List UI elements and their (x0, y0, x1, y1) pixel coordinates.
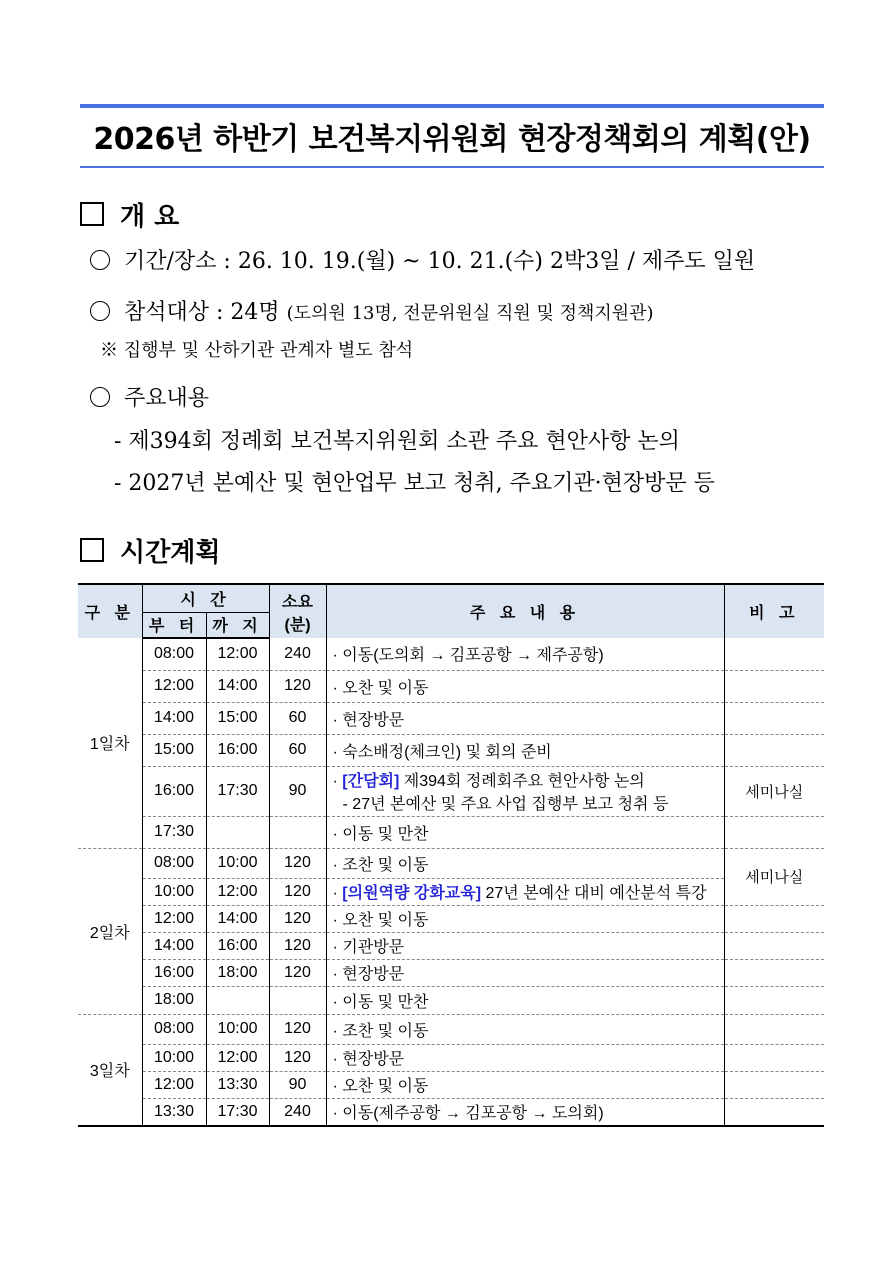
circle-bullet-icon (90, 301, 110, 321)
remarks (724, 670, 824, 702)
remarks (724, 1071, 824, 1098)
duration: 120 (269, 878, 326, 905)
content: · 현장방문 (326, 702, 724, 734)
duration: 60 (269, 702, 326, 734)
duration: 120 (269, 905, 326, 932)
time-to: 13:30 (206, 1071, 269, 1098)
time-from: 08:00 (142, 848, 206, 878)
table-row (78, 878, 824, 905)
remarks (724, 816, 824, 848)
remarks (724, 734, 824, 766)
remarks (724, 1044, 824, 1071)
content: · 조찬 및 이동 (326, 848, 724, 878)
content-text: 제394회 정례회주요 현안사항 논의 (399, 773, 645, 790)
header-remarks: 비 고 (724, 584, 824, 638)
table-row (78, 1014, 824, 1044)
meeting-highlight: [간담회] (342, 773, 400, 790)
time-to: 15:00 (206, 702, 269, 734)
content: · [간담회] 제394회 정례회주요 현안사항 논의 - 27년 본예산 및 주요 사업 집행부 보고 청취 등 (326, 766, 724, 816)
time-to (206, 816, 269, 848)
duration: 120 (269, 670, 326, 702)
time-to: 18:00 (206, 959, 269, 986)
table-row (78, 734, 824, 766)
table-row (78, 905, 824, 932)
header-duration: 소요 (분) (269, 584, 326, 638)
square-bullet-icon (80, 202, 104, 226)
remarks (724, 986, 824, 1014)
day-label: 1일차 (78, 638, 142, 848)
training-highlight: [의원역량 강화교육] (342, 885, 482, 902)
attendees-detail: (도의원 13명, 전문위원실 직원 및 정책지원관) (286, 303, 654, 324)
content: · 이동 및 만찬 (326, 816, 724, 848)
remarks: 세미나실 (724, 848, 824, 905)
time-from: 16:00 (142, 766, 206, 816)
time-from: 10:00 (142, 1044, 206, 1071)
content-subtext: - 27년 본예산 및 주요 사업 집행부 보고 청취 등 (342, 796, 669, 813)
overview-period: 기간/장소 : 26. 10. 19.(월) ~ 10. 21.(수) 2박3일 / 제주도 일원 (90, 244, 755, 275)
table-row (78, 1044, 824, 1071)
table-row (78, 1071, 824, 1098)
remarks (724, 1014, 824, 1044)
time-from: 18:00 (142, 986, 206, 1014)
remarks (724, 932, 824, 959)
duration: 120 (269, 932, 326, 959)
duration (269, 986, 326, 1014)
time-from: 17:30 (142, 816, 206, 848)
time-from: 14:00 (142, 932, 206, 959)
content: · 숙소배정(체크인) 및 회의 준비 (326, 734, 724, 766)
content: · 조찬 및 이동 (326, 1014, 724, 1044)
duration: 240 (269, 1098, 326, 1126)
time-to: 14:00 (206, 670, 269, 702)
time-to: 17:30 (206, 766, 269, 816)
table-row (78, 638, 824, 670)
time-to: 10:00 (206, 1014, 269, 1044)
header-to: 까 지 (206, 612, 269, 638)
table-row (78, 816, 824, 848)
remarks (724, 702, 824, 734)
time-to: 16:00 (206, 734, 269, 766)
remarks (724, 905, 824, 932)
time-from: 15:00 (142, 734, 206, 766)
remarks: 세미나실 (724, 766, 824, 816)
schedule-table (78, 583, 824, 1127)
duration: 120 (269, 959, 326, 986)
time-from: 16:00 (142, 959, 206, 986)
content: · 기관방문 (326, 932, 724, 959)
header-category: 구 분 (78, 584, 142, 638)
title-bottom-rule (80, 166, 824, 168)
duration: 90 (269, 766, 326, 816)
time-to: 14:00 (206, 905, 269, 932)
content: · 현장방문 (326, 959, 724, 986)
content: · 이동 및 만찬 (326, 986, 724, 1014)
overview-attendees: 참석대상 : 24명 (도의원 13명, 전문위원실 직원 및 정책지원관) (90, 295, 654, 326)
content: · 오찬 및 이동 (326, 905, 724, 932)
schedule-heading: 시간계획 (80, 532, 220, 569)
time-to: 12:00 (206, 638, 269, 670)
square-bullet-icon (80, 538, 104, 562)
time-from: 08:00 (142, 1014, 206, 1044)
table-row (78, 670, 824, 702)
time-from: 13:30 (142, 1098, 206, 1126)
table-row (78, 848, 824, 878)
day-label: 2일차 (78, 848, 142, 1014)
remarks (724, 638, 824, 670)
table-row (78, 1098, 824, 1126)
content: · 오찬 및 이동 (326, 670, 724, 702)
circle-bullet-icon (90, 387, 110, 407)
duration: 120 (269, 848, 326, 878)
table-row (78, 766, 824, 816)
time-to: 17:30 (206, 1098, 269, 1126)
header-content: 주 요 내 용 (326, 584, 724, 638)
time-to: 10:00 (206, 848, 269, 878)
content: · 오찬 및 이동 (326, 1071, 724, 1098)
table-row (78, 959, 824, 986)
page-title: 2026년 하반기 보건복지위원회 현장정책회의 계획(안) (93, 122, 811, 157)
remarks (724, 1098, 824, 1126)
duration (269, 816, 326, 848)
day-label: 3일차 (78, 1014, 142, 1126)
time-from: 14:00 (142, 702, 206, 734)
content: · 현장방문 (326, 1044, 724, 1071)
overview-contents: 주요내용 (90, 381, 209, 412)
time-to (206, 986, 269, 1014)
content: · 이동(도의회 → 김포공항 → 제주공항) (326, 638, 724, 670)
content: · [의원역량 강화교육] 27년 본예산 대비 예산분석 특강 (326, 878, 724, 905)
content: · 이동(제주공항 → 김포공항 → 도의회) (326, 1098, 724, 1126)
header-from: 부 터 (142, 612, 206, 638)
table-row (78, 702, 824, 734)
duration: 60 (269, 734, 326, 766)
table-row (78, 932, 824, 959)
time-from: 08:00 (142, 638, 206, 670)
time-from: 12:00 (142, 905, 206, 932)
duration: 90 (269, 1071, 326, 1098)
time-to: 16:00 (206, 932, 269, 959)
contents-item: - 제394회 정례회 보건복지위원회 소관 주요 현안사항 논의 (114, 429, 680, 454)
table-row (78, 986, 824, 1014)
circle-bullet-icon (90, 250, 110, 270)
time-from: 10:00 (142, 878, 206, 905)
time-to: 12:00 (206, 878, 269, 905)
time-to: 12:00 (206, 1044, 269, 1071)
contents-item: - 2027년 본예산 및 현안업무 보고 청취, 주요기관·현장방문 등 (114, 471, 715, 496)
time-from: 12:00 (142, 670, 206, 702)
overview-heading: 개 요 (80, 196, 179, 233)
duration: 240 (269, 638, 326, 670)
header-time: 시 간 (142, 584, 269, 612)
remarks (724, 959, 824, 986)
duration: 120 (269, 1014, 326, 1044)
content-text: 27년 본예산 대비 예산분석 특강 (481, 885, 707, 902)
time-from: 12:00 (142, 1071, 206, 1098)
title-top-rule (80, 104, 824, 108)
duration: 120 (269, 1044, 326, 1071)
attendees-note: ※ 집행부 및 산하기관 관계자 별도 참석 (100, 340, 414, 361)
